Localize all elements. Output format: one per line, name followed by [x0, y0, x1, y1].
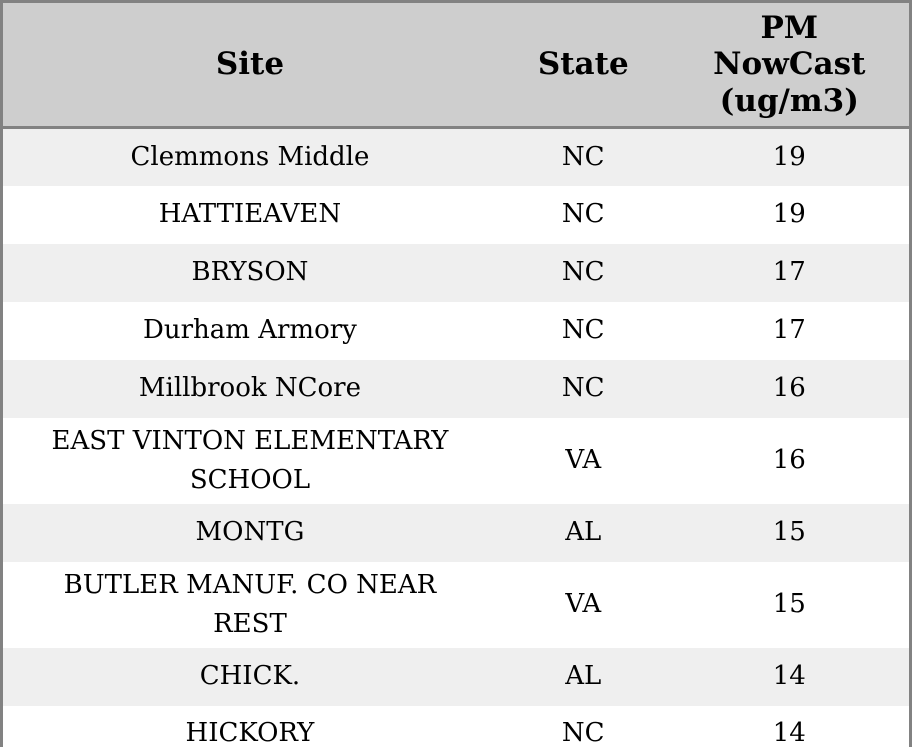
site-value: CHICK. — [199, 661, 301, 691]
pm-nowcast-cell — [670, 244, 911, 302]
table-row — [2, 706, 911, 747]
table-row — [2, 648, 911, 706]
state-cell — [497, 360, 670, 418]
site-value: HATTIEAVEN — [158, 199, 342, 229]
table-row — [2, 360, 911, 418]
state-value: NC — [561, 141, 605, 172]
table-body — [2, 128, 911, 747]
site-value: Clemmons Middle — [130, 141, 370, 172]
state-cell — [497, 418, 670, 504]
site-value: BRYSON — [191, 257, 309, 287]
pm-nowcast-value: 17 — [772, 257, 806, 287]
table-row — [2, 302, 911, 360]
state-cell — [497, 648, 670, 706]
pm-nowcast-cell — [670, 128, 911, 186]
pm-nowcast-value: 17 — [772, 315, 806, 345]
table-row — [2, 244, 911, 302]
column-header-site — [2, 2, 497, 128]
pm-nowcast-value: 19 — [772, 141, 806, 172]
column-header-pm-nowcast — [670, 2, 911, 128]
state-cell — [497, 562, 670, 648]
site-cell — [2, 418, 497, 504]
state-value: VA — [565, 445, 602, 475]
state-value: AL — [565, 661, 602, 691]
state-value: NC — [561, 257, 605, 287]
state-cell — [497, 128, 670, 186]
pm-nowcast-cell — [670, 186, 911, 244]
site-value: EAST VINTON ELEMENTARY SCHOOL — [51, 425, 449, 495]
pm-nowcast-cell — [670, 648, 911, 706]
column-header-site-label: Site — [215, 46, 285, 83]
table-row — [2, 128, 911, 186]
site-cell — [2, 244, 497, 302]
table-row — [2, 418, 911, 504]
pm-nowcast-value: 15 — [772, 517, 806, 547]
state-value: NC — [561, 199, 605, 229]
state-value: VA — [565, 589, 602, 619]
site-cell — [2, 562, 497, 648]
site-cell — [2, 648, 497, 706]
site-value: HICKORY — [185, 718, 315, 747]
site-value: Millbrook NCore — [138, 373, 361, 403]
pm-nowcast-value: 15 — [772, 589, 806, 619]
pm-nowcast-value: 16 — [772, 445, 806, 475]
site-cell — [2, 302, 497, 360]
state-value: NC — [561, 718, 605, 747]
site-value: Durham Armory — [143, 315, 357, 345]
pm-nowcast-cell — [670, 562, 911, 648]
state-cell — [497, 244, 670, 302]
site-cell — [2, 360, 497, 418]
state-cell — [497, 186, 670, 244]
column-header-pm-nowcast-label: PM NowCast (ug/m3) — [713, 10, 866, 119]
state-value: NC — [561, 373, 605, 403]
pm-nowcast-cell — [670, 418, 911, 504]
site-value: MONTG — [195, 517, 305, 547]
table-row — [2, 562, 911, 648]
column-header-state-label: State — [537, 46, 629, 83]
site-value: BUTLER MANUF. CO NEAR REST — [63, 569, 437, 639]
pm-nowcast-cell — [670, 504, 911, 562]
pm-nowcast-cell — [670, 706, 911, 747]
state-cell — [497, 302, 670, 360]
state-value: NC — [561, 315, 605, 345]
pm-nowcast-cell — [670, 360, 911, 418]
pm-nowcast-value: 16 — [772, 373, 806, 403]
pm-nowcast-value: 14 — [772, 718, 806, 747]
column-header-state — [497, 2, 670, 128]
table-header — [2, 2, 911, 128]
site-cell — [2, 504, 497, 562]
site-cell — [2, 186, 497, 244]
state-cell — [497, 504, 670, 562]
site-cell — [2, 706, 497, 747]
state-cell — [497, 706, 670, 747]
table-row — [2, 186, 911, 244]
table-row — [2, 504, 911, 562]
pm-nowcast-value: 19 — [772, 199, 806, 229]
site-cell — [2, 128, 497, 186]
header-row — [2, 2, 911, 128]
pm-nowcast-value: 14 — [772, 661, 806, 691]
state-value: AL — [565, 517, 602, 547]
pm-nowcast-cell — [670, 302, 911, 360]
